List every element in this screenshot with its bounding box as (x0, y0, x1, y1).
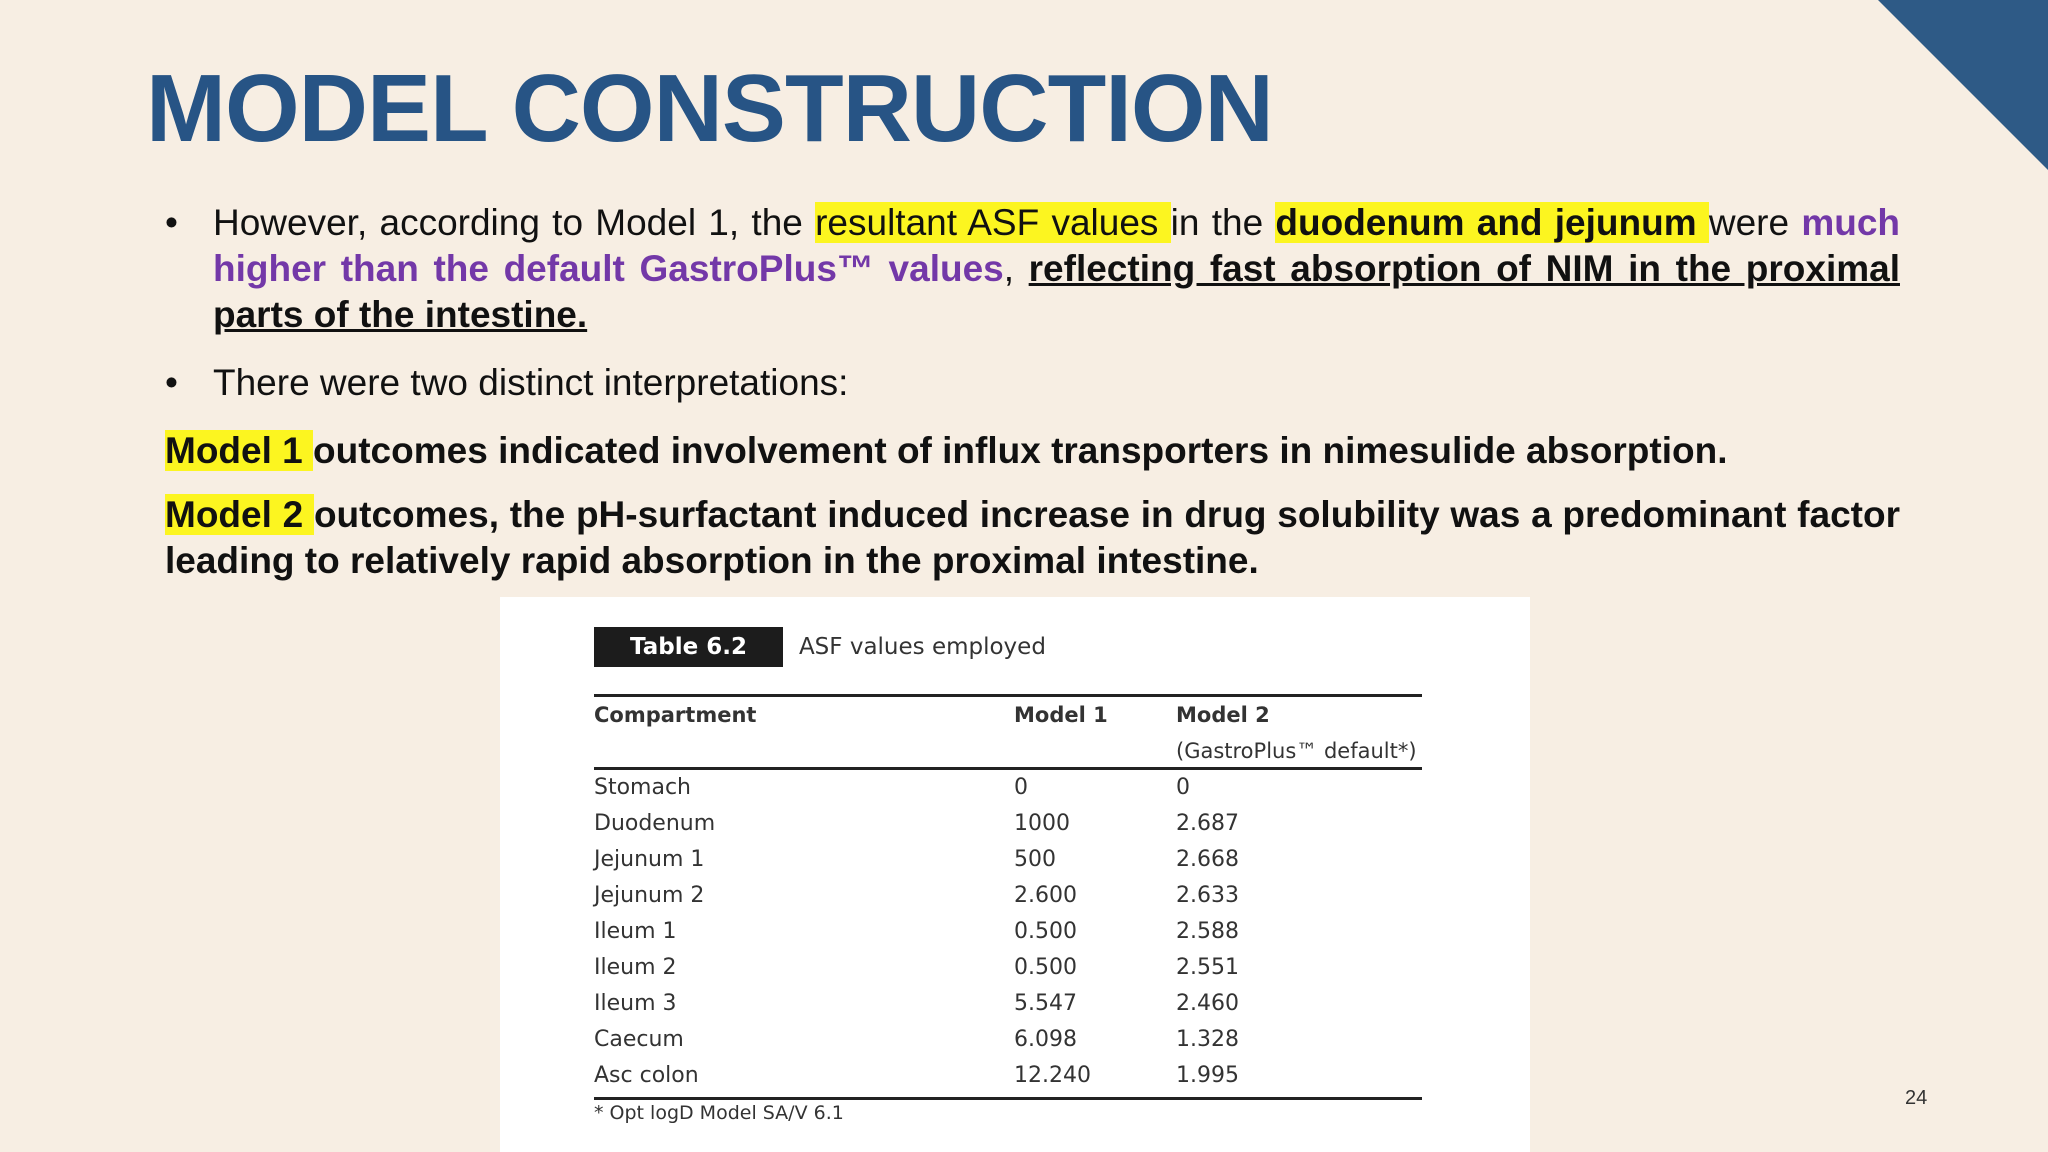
cell-model1: 0 (1014, 774, 1028, 800)
table-header-row (594, 697, 1422, 733)
cell-model2: 2.551 (1176, 954, 1239, 980)
cell-compartment: Jejunum 1 (594, 846, 705, 872)
table-bottom-rule (594, 1097, 1422, 1100)
table-row (594, 913, 1422, 949)
cell-model1: 6.098 (1014, 1026, 1077, 1052)
page-number: 24 (1905, 1087, 1928, 1109)
cell-compartment: Stomach (594, 774, 692, 800)
cell-model1: 12.240 (1014, 1062, 1091, 1088)
slide-body (165, 200, 1900, 584)
cell-model1: 0.500 (1014, 918, 1077, 944)
table-row (594, 877, 1422, 913)
col-header-compartment: Compartment (594, 703, 757, 727)
cell-compartment: Duodenum (594, 810, 716, 836)
table-row (594, 805, 1422, 841)
corner-decoration (1878, 0, 2048, 170)
cell-compartment: Asc colon (594, 1062, 699, 1088)
cell-model1: 500 (1014, 846, 1056, 872)
bullet1-text-1: However, according to Model 1, the (213, 202, 816, 243)
cell-compartment: Ileum 1 (594, 918, 677, 944)
purple-emphasis: much higher than the default GastroPlus™ values (213, 202, 1901, 289)
cell-compartment: Ileum 2 (594, 954, 677, 980)
table-header (594, 627, 1046, 667)
bullet2-text: There were two distinct interpretations: (213, 362, 849, 403)
cell-model1: 0.500 (1014, 954, 1077, 980)
cell-model1: 1000 (1014, 810, 1070, 836)
cell-model2: 2.687 (1176, 810, 1239, 836)
cell-model2: 2.460 (1176, 990, 1239, 1016)
bullet-dot: • (165, 362, 178, 403)
highlight-duodenum-jejunum: duodenum and jejunum (1275, 202, 1709, 243)
cell-model1: 2.600 (1014, 882, 1077, 908)
cell-model1: 5.547 (1014, 990, 1077, 1016)
table-footnote: * Opt logD Model SA/V 6.1 (594, 1102, 844, 1124)
table-row (594, 949, 1422, 985)
underlined-conclusion: reflecting fast absorption of NIM in the proximal parts of the intestine. (213, 248, 1900, 335)
cell-compartment: Ileum 3 (594, 990, 677, 1016)
bullet1-text-2: in the (1170, 202, 1276, 243)
table-row (594, 1057, 1422, 1093)
col-header-model2: Model 2 (1176, 703, 1270, 727)
model1-paragraph (165, 428, 1900, 474)
asf-table-figure (500, 597, 1530, 1152)
slide-title: MODEL CONSTRUCTION (146, 55, 1273, 162)
cell-compartment: Caecum (594, 1026, 684, 1052)
cell-model2: 1.995 (1176, 1062, 1239, 1088)
model1-text: outcomes indicated involvement of influx transporters in nimesulide absorption. (313, 430, 1728, 471)
bullet-dot: • (165, 202, 178, 243)
asf-table (594, 697, 1422, 1093)
cell-model2: 1.328 (1176, 1026, 1239, 1052)
cell-model2: 2.588 (1176, 918, 1239, 944)
table-subheader-row (594, 733, 1422, 769)
bullet1-text-3: were (1708, 202, 1802, 243)
table-row (594, 841, 1422, 877)
table-row (594, 1021, 1422, 1057)
model1-highlight: Model 1 (165, 430, 314, 471)
table-caption: ASF values employed (798, 634, 1046, 660)
table-row (594, 769, 1422, 805)
model2-text: outcomes, the pH-surfactant induced increase in drug solubility was a predominant factor leading to relatively rapid absorption in the proximal intestine. (165, 494, 1900, 581)
model2-highlight: Model 2 (165, 494, 314, 535)
cell-model2: 2.633 (1176, 882, 1239, 908)
table-row (594, 985, 1422, 1021)
cell-model2: 0 (1176, 774, 1190, 800)
col-subheader-model2: (GastroPlus™ default*) (1176, 739, 1417, 763)
bullet1-text-4: , (1003, 248, 1029, 289)
bullet-item-2 (165, 360, 1900, 406)
table-label: Table 6.2 (594, 627, 783, 667)
model2-paragraph (165, 492, 1900, 584)
cell-compartment: Jejunum 2 (594, 882, 705, 908)
col-header-model1: Model 1 (1014, 703, 1108, 727)
bullet-item-1 (165, 200, 1900, 338)
cell-model2: 2.668 (1176, 846, 1239, 872)
highlight-asf-values: resultant ASF values (815, 202, 1171, 243)
